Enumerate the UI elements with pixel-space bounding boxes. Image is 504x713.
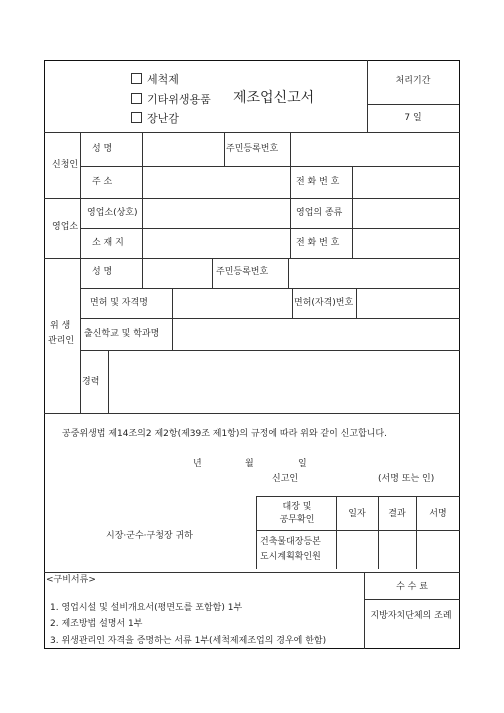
manager-license-no-label: 면허(자격)번호 [294,298,354,308]
manager-license-label: 면허 및 자격명 [90,298,148,308]
fee-mid-line [364,599,460,600]
fee-value: 지방자치단체의 조례 [370,611,452,621]
manager-section-label-1: 위 생 [50,321,71,331]
manager-name-label: 성 명 [92,267,113,277]
business-name-label: 영업소(상호) [87,208,138,218]
manager-row1-line [80,288,460,289]
confirm-mid-line [256,530,460,531]
manager-rrn-right [288,258,289,288]
manager-section-label-2: 관리인 [48,336,75,346]
applicant-bottom-line [44,198,460,199]
applicant-phone-label: 전 화 번 호 [296,177,340,187]
processing-value: 7 일 [404,113,422,123]
confirm-col3-line [416,496,417,569]
fee-label: 수 수 료 [396,582,428,592]
manager-rrn-left [212,258,213,288]
confirm-top-line [256,496,460,497]
confirm-plan-label: 도시계획확인원 [260,552,321,562]
business-location-label: 소 재 지 [92,238,124,248]
confirm-date-label: 일자 [348,509,366,519]
section-divider-lower [80,258,81,413]
docs-header: <구비서류> [46,575,96,585]
manager-row2-line [80,318,460,319]
fee-divider [364,572,365,649]
declaration-text: 공중위생법 제14조의2 제2항(제39조 제1항)의 규정에 따라 위와 같이 신고합니다. [62,429,387,439]
date-year-label: 년 [193,459,202,469]
business-row-line [80,228,460,229]
outer-border-left [44,60,45,648]
outer-border-bottom [44,648,460,649]
title-bottom-line [44,132,460,133]
docs-item-2: 2. 제조방법 설명서 1부 [50,619,143,629]
manager-name-divider [142,258,143,288]
processing-label: 처리기간 [395,76,431,86]
option-toys[interactable]: 장난감 [131,112,179,124]
outer-border-right [459,60,460,649]
reporter-label: 신고인 [272,474,299,484]
applicant-name-label: 성 명 [92,144,113,154]
business-section-label: 영업소 [52,222,79,232]
manager-licno-right [356,288,357,318]
checkbox-icon [131,93,142,104]
checkbox-icon [131,112,142,123]
confirm-ledger-label: 대장 및 [282,502,312,512]
option-hygiene-products[interactable]: 기타위생용품 [131,93,211,105]
date-month-label: 월 [245,459,254,469]
processing-divider [367,104,459,105]
rrn-label-left [224,132,225,166]
checkbox-icon [131,73,142,84]
confirm-col2-line [378,496,379,569]
option-detergent[interactable]: 세척제 [131,73,179,85]
confirm-col1-line [336,496,337,569]
manager-licno-left [292,288,293,318]
confirm-official-label: 공무확인 [279,515,315,525]
confirm-signature-label: 서명 [429,509,447,519]
manager-school-label: 출신학교 및 학과명 [84,329,160,339]
manager-bottom-line [44,413,460,414]
manager-career-label: 경력 [82,377,100,387]
title-divider [367,60,368,132]
outer-border-top [44,60,460,61]
docs-item-1: 1. 영업시설 및 설비개요서(평면도를 포함함) 1부 [50,603,243,613]
form-title: 제조업신고서 [233,90,315,106]
manager-rrn-label: 주민등록번호 [216,267,269,277]
applicant-address-label: 주 소 [92,177,113,187]
label-divider-upper [142,132,143,258]
manager-career-divider [108,350,109,413]
applicant-rrn-label: 주민등록번호 [226,144,279,154]
docs-item-3: 3. 위생관리인 자격을 증명하는 서류 1부(세척제제조업의 경우에 한함) [50,636,327,646]
manager-license-divider [172,288,173,350]
signature-note: (서명 또는 인) [378,474,435,484]
business-type-label: 영업의 종류 [296,208,343,218]
applicant-row-line [80,166,460,167]
section-divider-upper [80,132,81,258]
confirm-left-line [256,496,257,569]
docs-top-line [44,572,460,573]
right-label-left [290,166,291,258]
recipient-label: 시장·군수·구청장 귀하 [106,531,193,541]
right-label-right [352,166,353,258]
date-day-label: 일 [298,459,307,469]
business-phone-label: 전 화 번 호 [296,238,340,248]
rrn-label-right [290,132,291,166]
business-bottom-line [44,258,460,259]
applicant-section-label: 신청인 [52,160,79,170]
confirm-result-label: 결과 [388,509,406,519]
confirm-building-label: 건축물대장등본 [260,537,321,547]
manager-row3-line [80,350,460,351]
